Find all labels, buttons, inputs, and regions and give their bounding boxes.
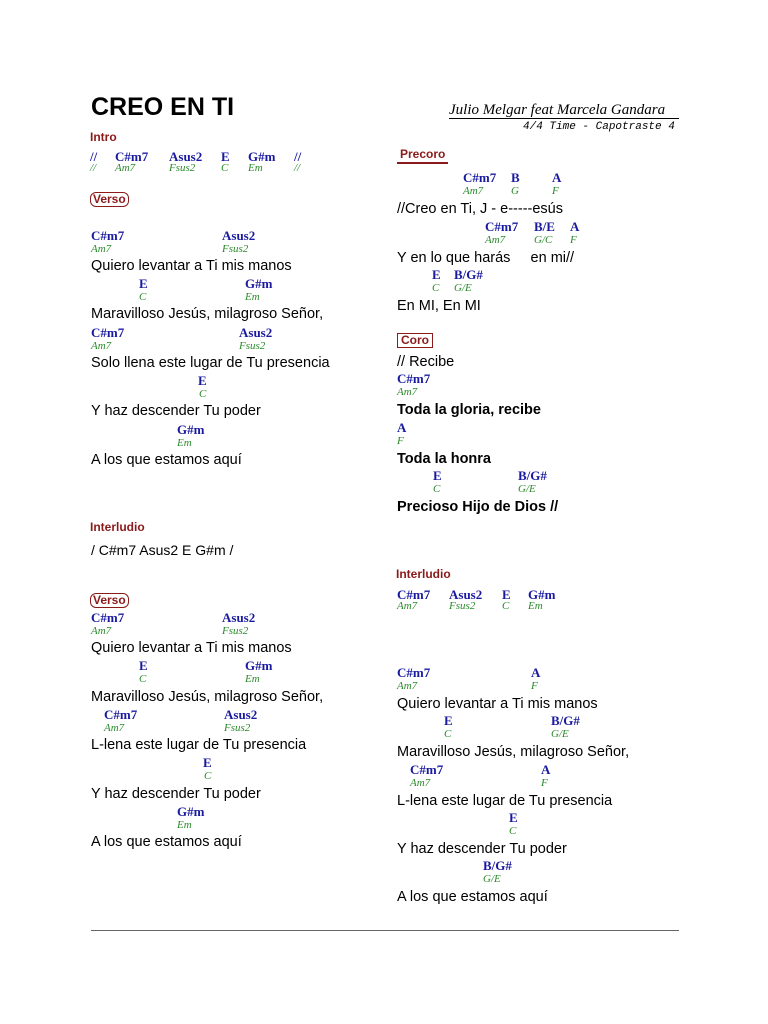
chord: E [432, 267, 441, 282]
lyric-line: Y haz descender Tu poder [91, 786, 261, 802]
alt-chord: Em [528, 600, 543, 612]
alt-chord: Fsus2 [224, 722, 251, 734]
chord: E [502, 587, 511, 602]
alt-chord: F [570, 234, 577, 246]
alt-chord: F [541, 777, 548, 789]
lyric-line: A los que estamos aquí [91, 452, 242, 468]
alt-chord: Em [248, 162, 263, 174]
lyric-line: //Creo en Ti, J - e-----esús [397, 201, 563, 217]
alt-chord: Am7 [485, 234, 506, 246]
chord: Asus2 [169, 149, 203, 164]
chord: A [531, 665, 541, 680]
alt-chord: G/E [551, 728, 569, 740]
lyric-line: Maravilloso Jesús, milagroso Señor, [91, 689, 324, 705]
alt-chord: C [204, 770, 212, 782]
chord: Asus2 [449, 587, 483, 602]
chord: G#m [245, 276, 273, 291]
lyric-line: En MI, En MI [397, 298, 481, 314]
song-author: Julio Melgar feat Marcela Gandara [449, 102, 666, 118]
alt-chord: F [531, 680, 538, 692]
alt-chord: C [432, 282, 440, 294]
section-label-verso: Verso [90, 192, 129, 207]
alt-chord: G/E [454, 282, 472, 294]
section-label-precoro: Precoro [397, 147, 448, 164]
alt-chord: F [552, 185, 559, 197]
chord: // [90, 149, 98, 164]
chord: E [139, 658, 148, 673]
lyric-line: Quiero levantar a Ti mis manos [91, 640, 292, 656]
chord: C#m7 [115, 149, 149, 164]
alt-chord: C [433, 483, 441, 495]
alt-chord: // [90, 162, 97, 174]
chord: A [541, 762, 551, 777]
alt-chord: G/C [534, 234, 553, 246]
chord: B/G# [454, 267, 483, 282]
chord: // [294, 149, 302, 164]
author-underline [449, 118, 679, 119]
chord: G#m [177, 422, 205, 437]
chord: G#m [245, 658, 273, 673]
lyric-line: Solo llena este lugar de Tu presencia [91, 355, 330, 371]
chord: C#m7 [91, 325, 125, 340]
lyric-line: Quiero levantar a Ti mis manos [91, 258, 292, 274]
section-label-interludio: Interludio [90, 520, 145, 534]
lyric-line: Precioso Hijo de Dios // [397, 499, 559, 515]
chord: C#m7 [463, 170, 497, 185]
chord: A [397, 420, 407, 435]
lyric-line: A los que estamos aquí [397, 889, 548, 905]
chord: G#m [248, 149, 276, 164]
interludio-chord-line: / C#m7 Asus2 E G#m / [91, 542, 234, 558]
chord: A [570, 219, 580, 234]
alt-chord: Fsus2 [169, 162, 196, 174]
alt-chord: Am7 [91, 340, 112, 352]
section-label-verso: Verso [90, 593, 129, 608]
alt-chord: Am7 [91, 243, 112, 255]
chord: A [552, 170, 562, 185]
chord: B/G# [483, 858, 512, 873]
song-title: CREO EN TI [91, 93, 235, 121]
alt-chord: Em [245, 673, 260, 685]
chord: C#m7 [397, 665, 431, 680]
alt-chord: Em [177, 819, 192, 831]
chord: C#m7 [104, 707, 138, 722]
chord: C#m7 [91, 228, 125, 243]
section-label-coro: Coro [397, 333, 433, 348]
lyric-line: Y haz descender Tu poder [397, 841, 567, 857]
alt-chord: Fsus2 [449, 600, 476, 612]
section-label-interludio: Interludio [396, 567, 451, 581]
section-label-intro: Intro [90, 130, 117, 144]
alt-chord: C [139, 291, 147, 303]
alt-chord: Em [177, 437, 192, 449]
chord: E [203, 755, 212, 770]
alt-chord: Am7 [397, 600, 418, 612]
chord: B/G# [551, 713, 580, 728]
alt-chord: F [397, 435, 404, 447]
lyric-line: Y haz descender Tu poder [91, 403, 261, 419]
lyric-line: Maravilloso Jesús, milagroso Señor, [397, 744, 630, 760]
chord: B [511, 170, 520, 185]
alt-chord: Em [245, 291, 260, 303]
chord: C#m7 [397, 587, 431, 602]
alt-chord: Fsus2 [222, 243, 249, 255]
lyric-line: A los que estamos aquí [91, 834, 242, 850]
tempo-capo: 4/4 Time - Capotraste 4 [523, 121, 675, 133]
lyric-line: L-lena este lugar de Tu presencia [397, 793, 613, 809]
chord: E [444, 713, 453, 728]
chord: C#m7 [91, 610, 125, 625]
alt-chord: C [509, 825, 517, 837]
chord: E [221, 149, 230, 164]
lyric-line: // Recibe [397, 354, 455, 370]
lyric-line: Toda la gloria, recibe [397, 402, 541, 418]
lyric-line: L-lena este lugar de Tu presencia [91, 737, 307, 753]
alt-chord: Fsus2 [222, 625, 249, 637]
alt-chord: Am7 [91, 625, 112, 637]
chord: G#m [177, 804, 205, 819]
lyric-line: Quiero levantar a Ti mis manos [397, 696, 598, 712]
alt-chord: Am7 [463, 185, 484, 197]
lyric-line: Toda la honra [397, 451, 491, 467]
chord: E [509, 810, 518, 825]
alt-chord: C [221, 162, 229, 174]
alt-chord: C [502, 600, 510, 612]
chord: C#m7 [485, 219, 519, 234]
alt-chord: Am7 [104, 722, 125, 734]
chord: G#m [528, 587, 556, 602]
alt-chord: // [294, 162, 301, 174]
alt-chord: G/E [483, 873, 501, 885]
chord: B/G# [518, 468, 547, 483]
lyric-line: Maravilloso Jesús, milagroso Señor, [91, 306, 324, 322]
alt-chord: Am7 [115, 162, 136, 174]
chord: Asus2 [222, 228, 256, 243]
chord: E [139, 276, 148, 291]
alt-chord: Fsus2 [239, 340, 266, 352]
alt-chord: Am7 [410, 777, 431, 789]
chord: Asus2 [224, 707, 258, 722]
lyric-line: Y en lo que harás en mi// [397, 250, 575, 266]
alt-chord: C [444, 728, 452, 740]
alt-chord: G/E [518, 483, 536, 495]
alt-chord: G [511, 185, 519, 197]
chord: E [433, 468, 442, 483]
footer-divider [91, 930, 679, 931]
alt-chord: C [199, 388, 207, 400]
alt-chord: Am7 [397, 680, 418, 692]
chord: Asus2 [239, 325, 273, 340]
alt-chord: Am7 [397, 386, 418, 398]
chord: C#m7 [410, 762, 444, 777]
chord: E [198, 373, 207, 388]
alt-chord: C [139, 673, 147, 685]
chord: Asus2 [222, 610, 256, 625]
chord: C#m7 [397, 371, 431, 386]
chord: B/E [534, 219, 555, 234]
